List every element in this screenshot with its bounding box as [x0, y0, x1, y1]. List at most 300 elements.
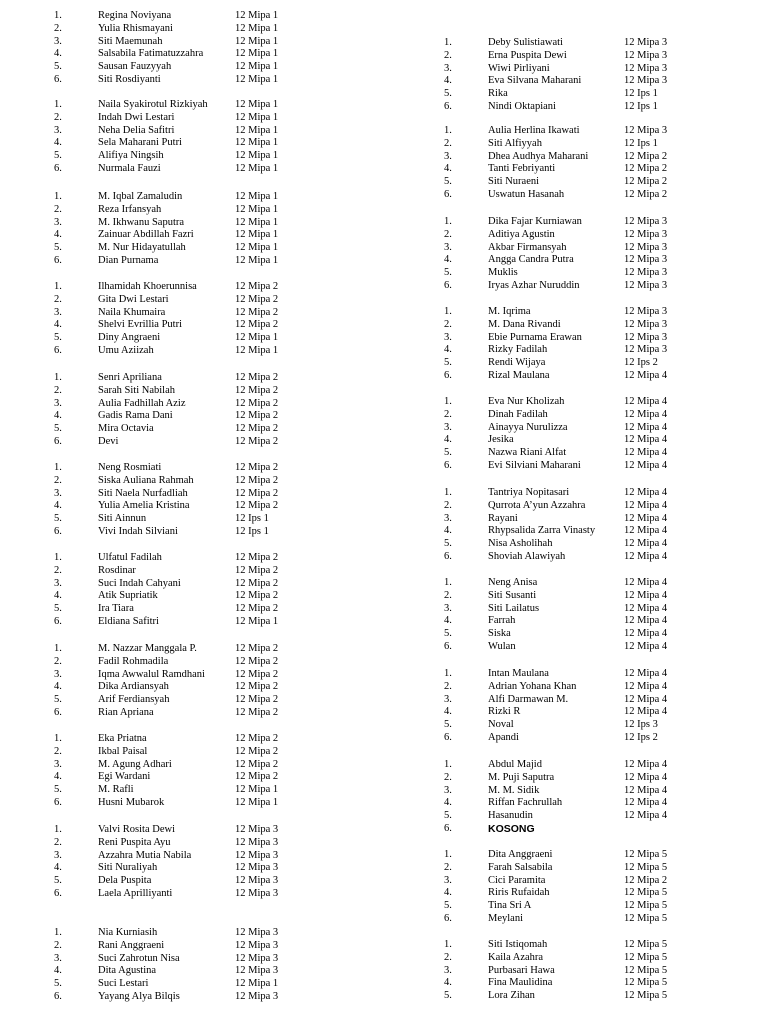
row-number: 4. [444, 706, 452, 718]
row-number: 2. [54, 836, 62, 848]
student-group [400, 668, 700, 745]
class-label: 12 Mipa 4 [624, 668, 668, 679]
student-name: M. Nur Hidayatullah [98, 242, 186, 253]
class-label: 12 Ips 3 [624, 719, 658, 730]
student-name: Siti Naela Nurfadliah [98, 487, 188, 499]
class-label: 12 Mipa 1 [235, 22, 279, 34]
class-label: 12 Mipa 2 [235, 462, 279, 473]
list-item [0, 163, 300, 176]
list-item [400, 615, 700, 628]
student-name: Iqma Awwalul Ramdhani [98, 668, 205, 680]
row-number: 3. [444, 693, 452, 705]
list-item [0, 927, 300, 940]
class-label: 12 Mipa 2 [624, 163, 668, 175]
student-name: Sela Maharani Putri [98, 137, 182, 149]
student-name: Regina Noviyana [98, 10, 172, 21]
list-item [400, 396, 700, 409]
student-name: Siska [488, 628, 511, 639]
list-item [400, 75, 700, 88]
row-number: 2. [444, 228, 452, 240]
class-label: 12 Mipa 5 [624, 887, 668, 899]
student-group [400, 125, 700, 202]
student-group [0, 191, 300, 268]
student-name: Tantriya Nopitasari [488, 487, 570, 498]
student-name: Neng Anisa [488, 577, 538, 588]
class-label: 12 Ips 2 [624, 731, 658, 743]
row-number: 5. [54, 603, 62, 614]
class-label: 12 Mipa 2 [235, 668, 279, 680]
row-number: 6. [54, 435, 62, 447]
class-label: 12 Mipa 2 [235, 552, 279, 563]
student-name: Alifiya Ningsih [98, 150, 164, 161]
class-label: 12 Mipa 1 [235, 229, 279, 241]
student-name: Riffan Fachrullah [488, 797, 563, 809]
list-item [0, 410, 300, 423]
list-item [400, 551, 700, 564]
row-number: 1. [444, 306, 452, 317]
class-label: 12 Mipa 2 [235, 306, 279, 318]
row-number: 2. [444, 137, 452, 149]
class-label: 12 Mipa 4 [624, 421, 668, 433]
student-name: Kaila Azahra [488, 951, 544, 963]
list-item [400, 525, 700, 538]
student-name: Suci Zahrotun Nisa [98, 952, 180, 964]
list-item [0, 307, 300, 320]
student-name: Ulfatul Fadilah [98, 552, 162, 563]
row-number: 5. [444, 900, 452, 911]
row-number: 2. [54, 384, 62, 396]
class-label: 12 Mipa 3 [624, 279, 668, 291]
row-number: 4. [54, 319, 62, 331]
student-name: Angga Candra Putra [488, 254, 574, 266]
row-number: 3. [54, 124, 62, 136]
student-name: Rizky Fadilah [488, 344, 548, 356]
row-number: 6. [54, 887, 62, 899]
list-item [0, 488, 300, 501]
list-item [0, 771, 300, 784]
list-item [0, 255, 300, 268]
student-name: Valvi Rosita Dewi [98, 824, 175, 835]
row-number: 4. [54, 500, 62, 512]
list-item [400, 939, 700, 952]
student-name: Tanti Febriyanti [488, 163, 556, 175]
class-label: 12 Mipa 2 [235, 293, 279, 305]
class-label: 12 Mipa 1 [235, 344, 279, 356]
list-item [0, 888, 300, 901]
student-name: M. Nazzar Manggala P. [98, 643, 197, 654]
class-label: 12 Mipa 1 [235, 796, 279, 808]
student-name: Eva Nur Kholizah [488, 396, 565, 407]
student-group [0, 643, 300, 720]
row-number: 1. [444, 939, 452, 950]
row-number: 1. [444, 125, 452, 136]
class-label: 12 Mipa 1 [235, 150, 279, 161]
class-label: 12 Mipa 3 [235, 887, 279, 899]
student-name: Siti Susanti [488, 589, 537, 601]
class-label: 12 Mipa 3 [624, 344, 668, 356]
class-label: 12 Mipa 2 [235, 564, 279, 576]
class-label: 12 Mipa 1 [235, 48, 279, 60]
student-group [400, 577, 700, 654]
student-name: Hasanudin [488, 810, 533, 821]
student-name: Deby Sulistiawati [488, 37, 563, 48]
list-item [0, 862, 300, 875]
list-item [0, 345, 300, 358]
list-item [400, 409, 700, 422]
student-name: Lora Zihan [488, 990, 535, 1001]
class-label: 12 Mipa 4 [624, 525, 668, 537]
row-number: 2. [444, 771, 452, 783]
list-item [0, 513, 300, 526]
list-item [400, 319, 700, 332]
list-item [400, 900, 700, 913]
list-item [400, 706, 700, 719]
list-item [0, 824, 300, 837]
class-label: 12 Mipa 4 [624, 538, 668, 549]
class-label: 12 Mipa 2 [235, 655, 279, 667]
row-number: 4. [444, 977, 452, 989]
student-name: M. Agung Adhari [98, 758, 172, 770]
student-name: Siti Lailatus [488, 602, 540, 614]
row-number: 3. [444, 241, 452, 253]
class-label: 12 Mipa 1 [235, 99, 279, 110]
class-label: 12 Mipa 3 [624, 318, 668, 330]
class-label: 12 Mipa 2 [235, 319, 279, 331]
class-label: 12 Mipa 3 [624, 254, 668, 266]
class-label: 12 Mipa 4 [624, 628, 668, 639]
list-item [0, 759, 300, 772]
class-label: 12 Mipa 2 [235, 758, 279, 770]
class-label: 12 Mipa 5 [624, 849, 668, 860]
class-label: 12 Mipa 3 [235, 927, 279, 938]
list-item [400, 990, 700, 1003]
class-label: 12 Mipa 3 [624, 216, 668, 227]
list-item [400, 823, 700, 836]
student-name: Akbar Firmansyah [488, 241, 567, 253]
row-number: 4. [444, 163, 452, 175]
row-number: 3. [444, 331, 452, 343]
list-item [400, 785, 700, 798]
row-number: 2. [54, 22, 62, 34]
class-label: 12 Mipa 2 [624, 150, 668, 162]
row-number: 4. [444, 525, 452, 537]
row-number: 2. [54, 745, 62, 757]
student-name: Fina Maulidina [488, 977, 553, 989]
row-number: 6. [54, 344, 62, 356]
class-label: 12 Mipa 3 [624, 75, 668, 87]
student-name: Intan Maulana [488, 668, 549, 679]
row-number: 3. [444, 150, 452, 162]
class-label: 12 Mipa 5 [624, 977, 668, 989]
class-label: 12 Mipa 1 [235, 124, 279, 136]
class-label: 12 Mipa 3 [624, 228, 668, 240]
class-label: 12 Mipa 2 [235, 694, 279, 705]
student-name: Adrian Yohana Khan [488, 680, 577, 692]
list-item [0, 669, 300, 682]
class-label: 12 Mipa 2 [235, 281, 279, 292]
student-name: Apandi [488, 731, 519, 743]
list-item [400, 772, 700, 785]
row-number: 5. [54, 978, 62, 989]
class-label: 12 Mipa 4 [624, 589, 668, 601]
class-label: 12 Mipa 2 [235, 603, 279, 614]
row-number: 5. [54, 332, 62, 343]
row-number: 6. [54, 254, 62, 266]
row-number: 5. [444, 267, 452, 278]
class-label: 12 Mipa 4 [624, 640, 668, 652]
student-name: Zainuar Abdillah Fazri [98, 229, 194, 241]
class-label: 12 Mipa 4 [624, 680, 668, 692]
student-name: Rayani [488, 512, 518, 524]
class-label: 12 Ips 1 [235, 525, 269, 537]
list-item [400, 332, 700, 345]
list-item [400, 254, 700, 267]
list-item [0, 10, 300, 23]
list-item [400, 50, 700, 63]
row-number: 4. [54, 681, 62, 693]
student-name: Azzahra Mutia Nabila [98, 849, 192, 861]
row-number: 6. [444, 459, 452, 471]
row-number: 3. [54, 306, 62, 318]
row-number: 1. [444, 487, 452, 498]
list-item [400, 628, 700, 641]
row-number: 4. [444, 797, 452, 809]
row-number: 6. [54, 615, 62, 627]
student-name: Muklis [488, 267, 518, 278]
student-name: Mira Octavia [98, 423, 154, 434]
list-item [0, 850, 300, 863]
row-number: 4. [54, 590, 62, 602]
list-item [400, 513, 700, 526]
student-name: Devi [98, 435, 119, 447]
student-name: Ikbal Paisal [98, 745, 148, 757]
class-label: 12 Mipa 4 [624, 602, 668, 614]
student-name: Dian Purnama [98, 254, 159, 266]
student-name: Ira Tiara [98, 603, 134, 614]
class-label: 12 Mipa 3 [624, 49, 668, 61]
row-number: 3. [54, 216, 62, 228]
row-number: 1. [444, 849, 452, 860]
student-name: Yayang Alya Bilqis [98, 990, 180, 1002]
row-number: 5. [444, 357, 452, 368]
student-name: Erna Puspita Dewi [488, 49, 567, 61]
student-name: Laela Aprilliyanti [98, 887, 173, 899]
row-number: 2. [444, 861, 452, 873]
list-item [0, 991, 300, 1004]
class-label: 12 Mipa 1 [235, 35, 279, 47]
row-number: 2. [54, 939, 62, 951]
student-name: Siska Auliana Rahmah [98, 474, 194, 486]
list-item [400, 875, 700, 888]
class-label: 12 Mipa 4 [624, 408, 668, 420]
class-label: 12 Mipa 5 [624, 964, 668, 976]
student-name: Siti Rosdiyanti [98, 73, 161, 85]
class-label: 12 Mipa 4 [624, 447, 668, 458]
list-item [0, 61, 300, 74]
student-name: Sarah Siti Nabilah [98, 384, 175, 396]
row-number: 2. [444, 680, 452, 692]
student-name: Alfi Darmawan M. [488, 693, 569, 705]
class-label: 12 Mipa 4 [624, 459, 668, 471]
class-label: 12 Mipa 5 [624, 939, 668, 950]
row-number: 3. [54, 952, 62, 964]
student-name: Farrah [488, 615, 516, 627]
list-item [0, 204, 300, 217]
student-group [400, 939, 700, 1003]
list-item [400, 862, 700, 875]
row-number: 4. [444, 887, 452, 899]
list-item [0, 48, 300, 61]
list-item [0, 423, 300, 436]
list-item [400, 694, 700, 707]
class-label: 12 Mipa 2 [235, 590, 279, 602]
student-name: Riris Rufaidah [488, 887, 550, 899]
student-name: Senri Apriliana [98, 372, 162, 383]
list-item [400, 759, 700, 772]
row-number: 1. [54, 643, 62, 654]
row-number: 1. [54, 10, 62, 21]
class-label: 12 Mipa 2 [235, 771, 279, 783]
student-name: Shelvi Evrillia Putri [98, 319, 182, 331]
student-name: Yulia Rhismayani [98, 22, 173, 34]
list-item [400, 138, 700, 151]
student-name: Yulia Amelia Kristina [98, 500, 190, 512]
class-label: 12 Mipa 5 [624, 861, 668, 873]
student-group [400, 759, 700, 836]
row-number: 1. [54, 99, 62, 110]
class-label: 12 Mipa 2 [235, 410, 279, 422]
student-name: Ainayya Nurulizza [488, 421, 568, 433]
row-number: 1. [444, 577, 452, 588]
list-item [400, 641, 700, 654]
list-item [0, 784, 300, 797]
student-name: Rani Anggraeni [98, 939, 165, 951]
row-number: 1. [54, 733, 62, 744]
student-name: M. Dana Rivandi [488, 318, 561, 330]
student-name: Wulan [488, 640, 516, 652]
row-number: 6. [444, 188, 452, 200]
student-group [400, 306, 700, 383]
list-item [0, 565, 300, 578]
student-name: Neng Rosmiati [98, 462, 162, 473]
row-number: 2. [54, 474, 62, 486]
row-number: 1. [54, 927, 62, 938]
row-number: 6. [444, 550, 452, 562]
class-label: 12 Mipa 2 [235, 384, 279, 396]
class-label: 12 Mipa 3 [624, 267, 668, 278]
row-number: 4. [54, 965, 62, 977]
class-label: 12 Mipa 1 [235, 615, 279, 627]
row-number: 4. [54, 410, 62, 422]
list-item [0, 965, 300, 978]
student-name: KOSONG [488, 822, 535, 835]
list-item [400, 977, 700, 990]
class-label: 12 Ips 1 [624, 88, 658, 99]
row-number: 5. [54, 423, 62, 434]
class-label: 12 Mipa 2 [235, 372, 279, 383]
list-item [0, 217, 300, 230]
student-name: Siti Ainnun [98, 513, 147, 524]
student-name: M. Iqbal Zamaludin [98, 191, 183, 202]
list-item [0, 526, 300, 539]
class-label: 12 Mipa 2 [235, 745, 279, 757]
class-label: 12 Mipa 4 [624, 810, 668, 821]
student-name: Siti Maemunah [98, 35, 163, 47]
class-label: 12 Mipa 4 [624, 434, 668, 446]
row-number: 1. [54, 372, 62, 383]
row-number: 1. [444, 668, 452, 679]
student-name: Nurmala Fauzi [98, 162, 161, 174]
list-item [0, 707, 300, 720]
list-item [400, 732, 700, 745]
student-name: Rizal Maulana [488, 369, 550, 381]
class-label: 12 Mipa 3 [235, 952, 279, 964]
class-label: 12 Mipa 3 [624, 62, 668, 74]
row-number: 4. [444, 344, 452, 356]
class-label: 12 Mipa 3 [624, 331, 668, 343]
class-label: 12 Mipa 3 [235, 836, 279, 848]
row-number: 6. [444, 822, 452, 834]
row-number: 3. [54, 849, 62, 861]
class-label: 12 Mipa 1 [235, 203, 279, 215]
list-item [0, 99, 300, 112]
student-name: Dika Ardiansyah [98, 681, 169, 693]
list-item [0, 332, 300, 345]
list-item [400, 538, 700, 551]
row-number: 3. [54, 758, 62, 770]
list-item [0, 36, 300, 49]
student-name: Dita Agustina [98, 965, 157, 977]
list-item [0, 578, 300, 591]
class-label: 12 Mipa 1 [235, 73, 279, 85]
list-item [400, 797, 700, 810]
student-name: Indah Dwi Lestari [98, 111, 175, 123]
row-number: 5. [54, 150, 62, 161]
student-name: M. Iqrima [488, 306, 531, 317]
row-number: 4. [444, 75, 452, 87]
list-item [400, 913, 700, 926]
row-number: 1. [444, 396, 452, 407]
list-item [400, 603, 700, 616]
student-name: Nisa Asholihah [488, 538, 553, 549]
student-name: Naila Syakirotul Rizkiyah [98, 99, 208, 110]
list-item [400, 189, 700, 202]
list-item [0, 733, 300, 746]
student-name: Egi Wardani [98, 771, 151, 783]
student-name: Rian Apriana [98, 706, 154, 718]
row-number: 5. [444, 719, 452, 730]
class-label: 12 Mipa 2 [235, 474, 279, 486]
list-item [0, 137, 300, 150]
row-number: 3. [444, 602, 452, 614]
student-name: Diny Angraeni [98, 332, 161, 343]
class-label: 12 Mipa 2 [235, 577, 279, 589]
list-item [0, 552, 300, 565]
list-item [0, 125, 300, 138]
list-item [400, 487, 700, 500]
class-label: 12 Mipa 1 [235, 242, 279, 253]
student-name: Gadis Rama Dani [98, 410, 173, 422]
row-number: 6. [444, 100, 452, 112]
class-label: 12 Mipa 4 [624, 784, 668, 796]
row-number: 3. [54, 397, 62, 409]
list-item [400, 447, 700, 460]
student-group [0, 10, 300, 87]
list-item [400, 357, 700, 370]
list-item [400, 151, 700, 164]
row-number: 6. [54, 796, 62, 808]
class-label: 12 Mipa 4 [624, 512, 668, 524]
